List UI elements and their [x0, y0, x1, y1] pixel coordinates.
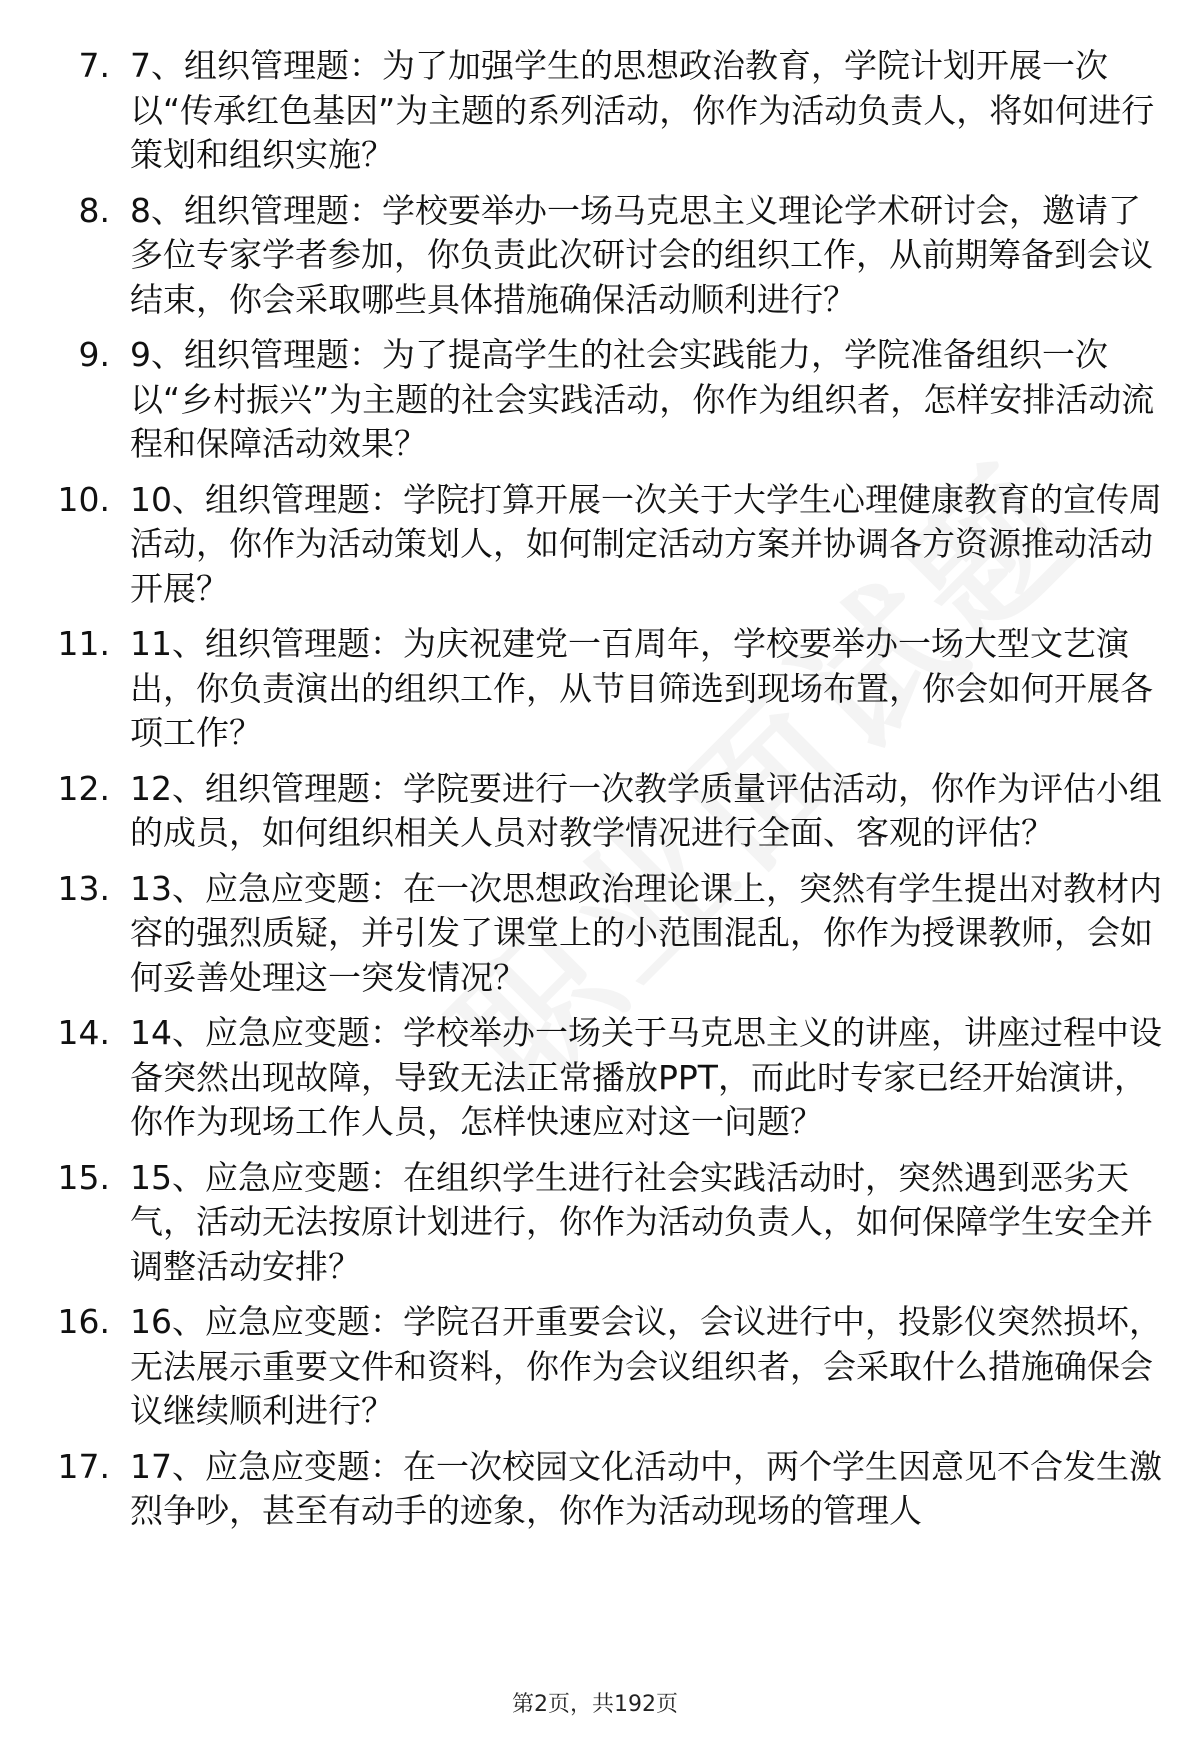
question-text: 14、应急应变题：学校举办一场关于马克思主义的讲座，讲座过程中设备突然出现故障，导致无法正常播放PPT，而此时专家已经开始演讲，你作为现场工作人员，怎样快速应对这一问题？ — [130, 1013, 1162, 1141]
question-number: 12. — [57, 768, 110, 808]
page-footer: 第2页，共192页 — [512, 1692, 678, 1717]
question-item — [0, 1300, 1190, 1434]
question-item — [0, 478, 1190, 612]
question-text: 13、应急应变题：在一次思想政治理论课上，突然有学生提出对教材内容的强烈质疑，并引发了课堂上的小范围混乱，你作为授课教师，会如何妥善处理这一突发情况？ — [130, 868, 1162, 997]
question-text: 8、组织管理题：学校要举办一场马克思主义理论学术研讨会，邀请了多位专家学者参加，你负责此次研讨会的组织工作，从前期筹备到会议结束，你会采取哪些具体措施确保活动顺利进行？ — [130, 190, 1153, 319]
question-number: 14. — [57, 1013, 110, 1052]
question-number: 11. — [57, 624, 110, 663]
question-item — [0, 1011, 1190, 1145]
question-list — [0, 44, 1190, 1545]
question-number: 17. — [57, 1446, 110, 1486]
question-number: 8. — [78, 190, 110, 230]
question-item — [0, 333, 1190, 467]
question-item — [0, 189, 1190, 323]
question-item — [0, 44, 1190, 178]
question-text: 9、组织管理题：为了提高学生的社会实践能力，学院准备组织一次以“乡村振兴”为主题的社会实践活动，你作为组织者，怎样安排活动流程和保障活动效果？ — [130, 335, 1155, 463]
question-item — [0, 767, 1190, 856]
question-text: 7、组织管理题：为了加强学生的思想政治教育，学院计划开展一次以“传承红色基因”为主题的系列活动，你作为活动负责人，将如何进行策划和组织实施？ — [130, 46, 1155, 174]
question-number: 15. — [57, 1157, 110, 1197]
question-item — [0, 867, 1190, 1001]
question-text: 11、组织管理题：为庆祝建党一百周年，学校要举办一场大型文艺演出，你负责演出的组织工作，从节目筛选到现场布置，你会如何开展各项工作？ — [130, 624, 1153, 752]
question-number: 10. — [57, 479, 110, 519]
question-number: 16. — [57, 1302, 110, 1341]
question-item — [0, 1156, 1190, 1290]
question-text: 17、应急应变题：在一次校园文化活动中，两个学生因意见不合发生激烈争吵，甚至有动手的迹象，你作为活动现场的管理人 — [130, 1446, 1162, 1530]
question-number: 7. — [78, 46, 110, 85]
question-text: 15、应急应变题：在组织学生进行社会实践活动时，突然遇到恶劣天气，活动无法按原计划进行，你作为活动负责人，如何保障学生安全并调整活动安排？ — [130, 1157, 1153, 1286]
question-item — [0, 622, 1190, 756]
question-text: 16、应急应变题：学院召开重要会议，会议进行中，投影仪突然损坏，无法展示重要文件和资料，你作为会议组织者，会采取什么措施确保会议继续顺利进行？ — [130, 1302, 1162, 1430]
question-item — [0, 1445, 1190, 1534]
question-text: 10、组织管理题：学院打算开展一次关于大学生心理健康教育的宣传周活动，你作为活动策划人，如何制定活动方案并协调各方资源推动活动开展？ — [130, 479, 1162, 608]
question-text: 12、组织管理题：学院要进行一次教学质量评估活动，你作为评估小组的成员，如何组织相关人员对教学情况进行全面、客观的评估？ — [130, 768, 1162, 852]
question-number: 9. — [78, 335, 110, 374]
question-number: 13. — [57, 868, 110, 908]
